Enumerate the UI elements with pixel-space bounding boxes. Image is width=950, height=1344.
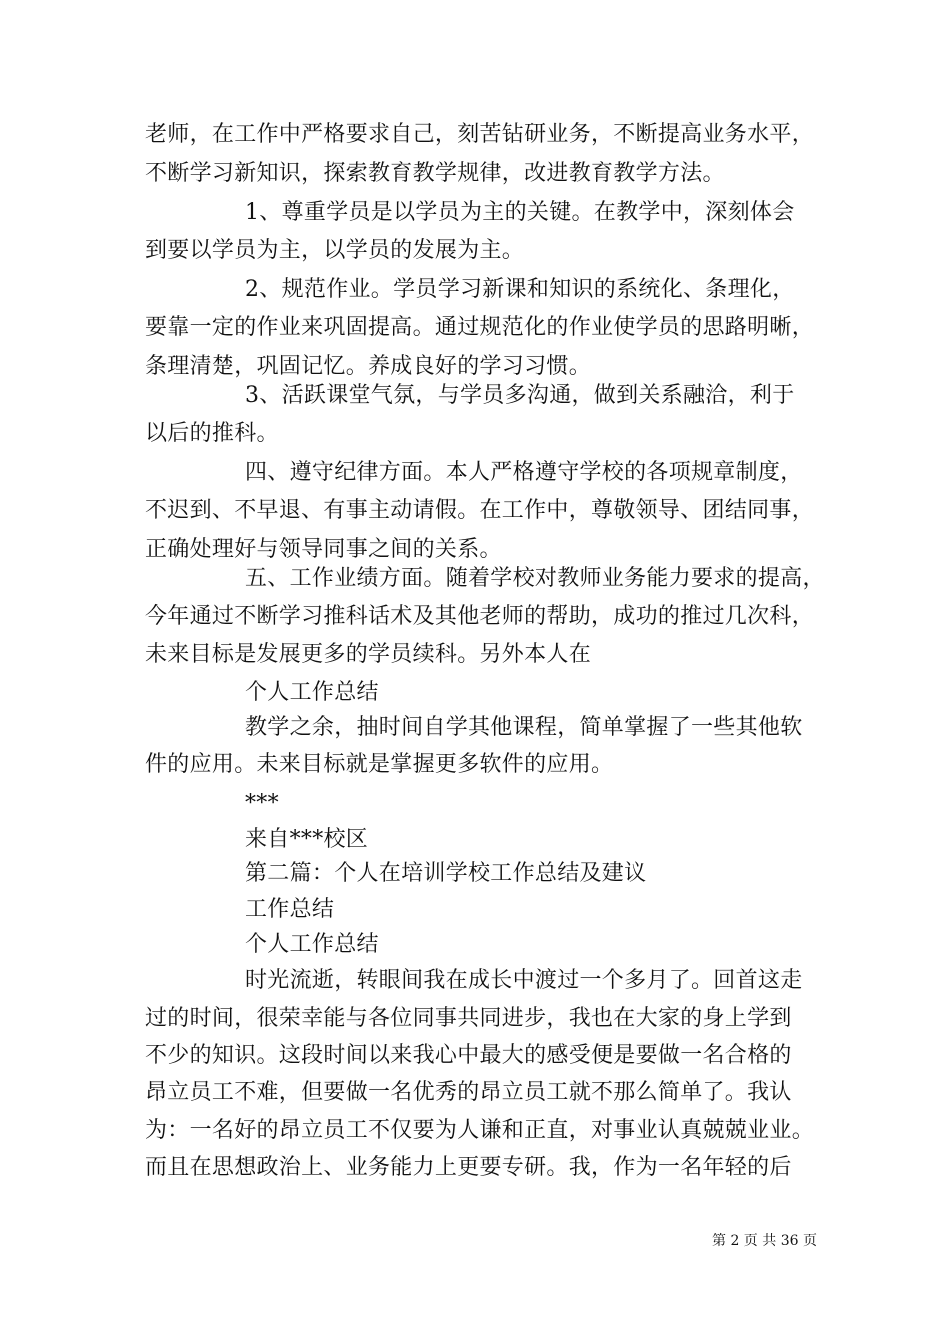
text-line: *** — [245, 791, 279, 816]
text-line: 条理清楚，巩固记忆。养成良好的学习习惯。 — [145, 354, 592, 379]
text-line: 3、活跃课堂气氛，与学员多沟通，做到关系融洽，利于 — [245, 383, 795, 408]
text-line: 今年通过不断学习推科话术及其他老师的帮助，成功的推过几次科， — [145, 604, 815, 629]
page-number: 第 2 页 共 36 页 — [712, 1233, 817, 1249]
text-line: 四、遵守纪律方面。本人严格遵守学校的各项规章制度， — [245, 460, 803, 485]
text-line: 过的时间，很荣幸能与各位同事共同进步，我也在大家的身上学到 — [145, 1006, 792, 1031]
text-line: 正确处理好与领导同事之间的关系。 — [145, 537, 502, 562]
text-line: 时光流逝，转眼间我在成长中渡过一个多月了。回首这走 — [245, 968, 803, 993]
text-line: 要靠一定的作业来巩固提高。通过规范化的作业使学员的思路明晰， — [145, 315, 815, 340]
text-line: 而且在思想政治上、业务能力上更要专研。我，作为一名年轻的后 — [145, 1155, 792, 1180]
text-line: 教学之余，抽时间自学其他课程，简单掌握了一些其他软 — [245, 715, 803, 740]
section-heading: 第二篇：个人在培训学校工作总结及建议 — [245, 861, 647, 886]
text-line: 为：一名好的昂立员工不仅要为人谦和正直，对事业认真兢兢业业。 — [145, 1118, 815, 1143]
text-line: 1、尊重学员是以学员为主的关键。在教学中，深刻体会 — [245, 200, 795, 225]
text-line: 2、规范作业。学员学习新课和知识的系统化、条理化， — [245, 277, 795, 302]
text-line: 不少的知识。这段时间以来我心中最大的感受便是要做一名合格的 — [145, 1043, 792, 1068]
section-heading: 个人工作总结 — [245, 680, 379, 705]
text-line: 以后的推科。 — [145, 421, 279, 446]
text-line: 未来目标是发展更多的学员续科。另外本人在 — [145, 642, 592, 667]
section-heading: 工作总结 — [245, 897, 335, 922]
text-line: 不迟到、不早退、有事主动请假。在工作中，尊敬领导、团结同事， — [145, 498, 815, 523]
text-line: 件的应用。未来目标就是掌握更多软件的应用。 — [145, 752, 614, 777]
text-line: 不断学习新知识，探索教育教学规律，改进教育教学方法。 — [145, 161, 725, 186]
text-line: 昂立员工不难，但要做一名优秀的昂立员工就不那么简单了。我认 — [145, 1080, 792, 1105]
text-line: 老师，在工作中严格要求自己，刻苦钻研业务，不断提高业务水平， — [145, 122, 815, 147]
text-line: 来自***校区 — [245, 827, 369, 852]
text-line: 到要以学员为主，以学员的发展为主。 — [145, 238, 525, 263]
section-heading: 个人工作总结 — [245, 932, 379, 957]
text-line: 五、工作业绩方面。随着学校对教师业务能力要求的提高， — [245, 566, 825, 591]
